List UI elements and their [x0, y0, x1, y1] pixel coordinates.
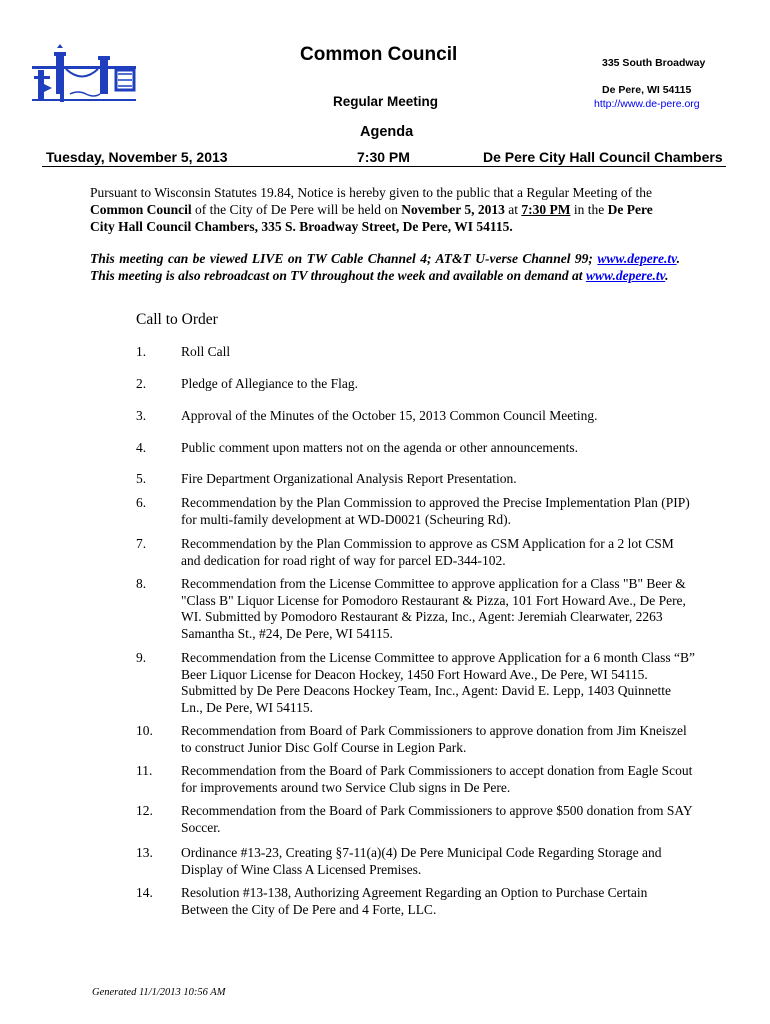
broadcast-paragraph: [90, 250, 680, 284]
de-pere-bridge-logo-icon: [30, 44, 138, 106]
item-number: 7.: [136, 536, 147, 551]
item-text: Recommendation from the Board of Park Commissioners to accept donation from Eagle Scout for improvements around two Service Club signs in De Pere.: [181, 763, 693, 795]
item-number: 11.: [136, 763, 153, 778]
address-line-2: De Pere, WI 54115: [602, 84, 692, 96]
notice-text: Pursuant to Wisconsin Statutes 19.84, Notice is hereby given to the public that a Regular Meeting of the: [90, 185, 652, 200]
item-number: 6.: [136, 495, 147, 510]
call-to-order-heading: Call to Order: [136, 311, 218, 328]
header-divider: [42, 166, 726, 167]
item-text: Recommendation by the Plan Commission to approve as CSM Application for a 2 lot CSM and dedication for road right of way for parcel ED-344-102.: [181, 536, 674, 568]
item-number: 8.: [136, 576, 147, 591]
item-number: 13.: [136, 845, 153, 860]
item-number: 9.: [136, 650, 147, 665]
item-number: 2.: [136, 376, 147, 391]
item-text: Recommendation by the Plan Commission to approved the Precise Implementation Plan (PIP) for multi-family development at WD-D0021 (Scheuring Rd).: [181, 495, 690, 527]
item-number: 5.: [136, 471, 147, 486]
item-text: Recommendation from the Board of Park Commissioners to approve $500 donation from SAY Soccer.: [181, 803, 693, 835]
notice-text: of the City of De Pere will be held on: [191, 202, 402, 217]
item-text: Public comment upon matters not on the agenda or other announcements.: [181, 440, 579, 455]
item-text: Pledge of Allegiance to the Flag.: [181, 376, 358, 391]
item-number: 3.: [136, 408, 147, 423]
item-text: Recommendation from the License Committee to approve application for a Class "B" Beer & "Class B" Liquor License for Pomodoro Restaurant & Pizza, 101 Fort Howard Ave., De Pere, WI. Submitted by Pomodoro Restaurant & Pizza, Inc., Agent: Jeremiah Clearwater, 2263 Samantha St., #24, De Pere, WI 54115.: [181, 576, 686, 641]
broadcast-text: . This meeting is also rebroadcast on TV throughout the week and available on demand at: [90, 251, 680, 283]
notice-date: November 5, 2013: [401, 202, 505, 217]
depere-tv-link[interactable]: www.depere.tv: [585, 268, 666, 283]
meeting-time: 7:30 PM: [357, 149, 410, 165]
website-link[interactable]: http://www.de-pere.org: [594, 98, 700, 110]
item-text: Resolution #13-138, Authorizing Agreement Regarding an Option to Purchase Certain Between the City of De Pere and 4 Forte, LLC.: [181, 885, 648, 917]
notice-text: at: [504, 202, 522, 217]
notice-body-name: Common Council: [90, 202, 192, 217]
broadcast-text: This meeting can be viewed LIVE on TW Cable Channel 4; AT&T U-verse Channel 99;: [90, 251, 598, 266]
item-number: 14.: [136, 885, 153, 900]
depere-tv-link[interactable]: www.depere.tv: [597, 251, 677, 266]
item-text: Approval of the Minutes of the October 15, 2013 Common Council Meeting.: [181, 408, 598, 423]
item-text: Roll Call: [181, 344, 231, 359]
item-text: Recommendation from Board of Park Commissioners to approve donation from Jim Kneiszel to construct Junior Disc Golf Course in Legion Park.: [181, 723, 687, 755]
meeting-location: De Pere City Hall Council Chambers: [483, 149, 723, 165]
notice-location: De Pere City Hall Council Chambers, 335 S. Broadway Street, De Pere, WI 54115.: [90, 202, 653, 234]
item-number: 12.: [136, 803, 153, 818]
agenda-heading: Agenda: [360, 124, 414, 140]
item-text: Ordinance #13-23, Creating §7-11(a)(4) De Pere Municipal Code Regarding Storage and Display of Wine Class A Licensed Premises.: [181, 845, 662, 877]
notice-time: 7:30 PM: [521, 202, 571, 217]
item-number: 10.: [136, 723, 153, 738]
generated-timestamp: Generated 11/1/2013 10:56 AM: [92, 987, 226, 998]
item-text: Recommendation from the License Committee to approve Application for a 6 month Class “B” Beer Liquor License for Deacon Hockey, 1450 Fort Howard Ave., De Pere, WI 54115. Submitted by De Pere Deacons Hockey Team, Inc., Agent: David E. Lepp, 1403 Quinnette Ln., De Pere, WI 54115.: [181, 650, 696, 715]
item-text: Fire Department Organizational Analysis Report Presentation.: [181, 471, 517, 486]
meeting-date: Tuesday, November 5, 2013: [46, 149, 228, 165]
item-number: 4.: [136, 440, 147, 455]
item-number: 1.: [136, 344, 147, 359]
council-title: Common Council: [300, 44, 458, 65]
notice-paragraph: [90, 184, 680, 235]
broadcast-text: .: [665, 268, 669, 283]
notice-text: in the: [570, 202, 608, 217]
meeting-type: Regular Meeting: [333, 94, 439, 109]
address-line-1: 335 South Broadway: [602, 57, 706, 69]
